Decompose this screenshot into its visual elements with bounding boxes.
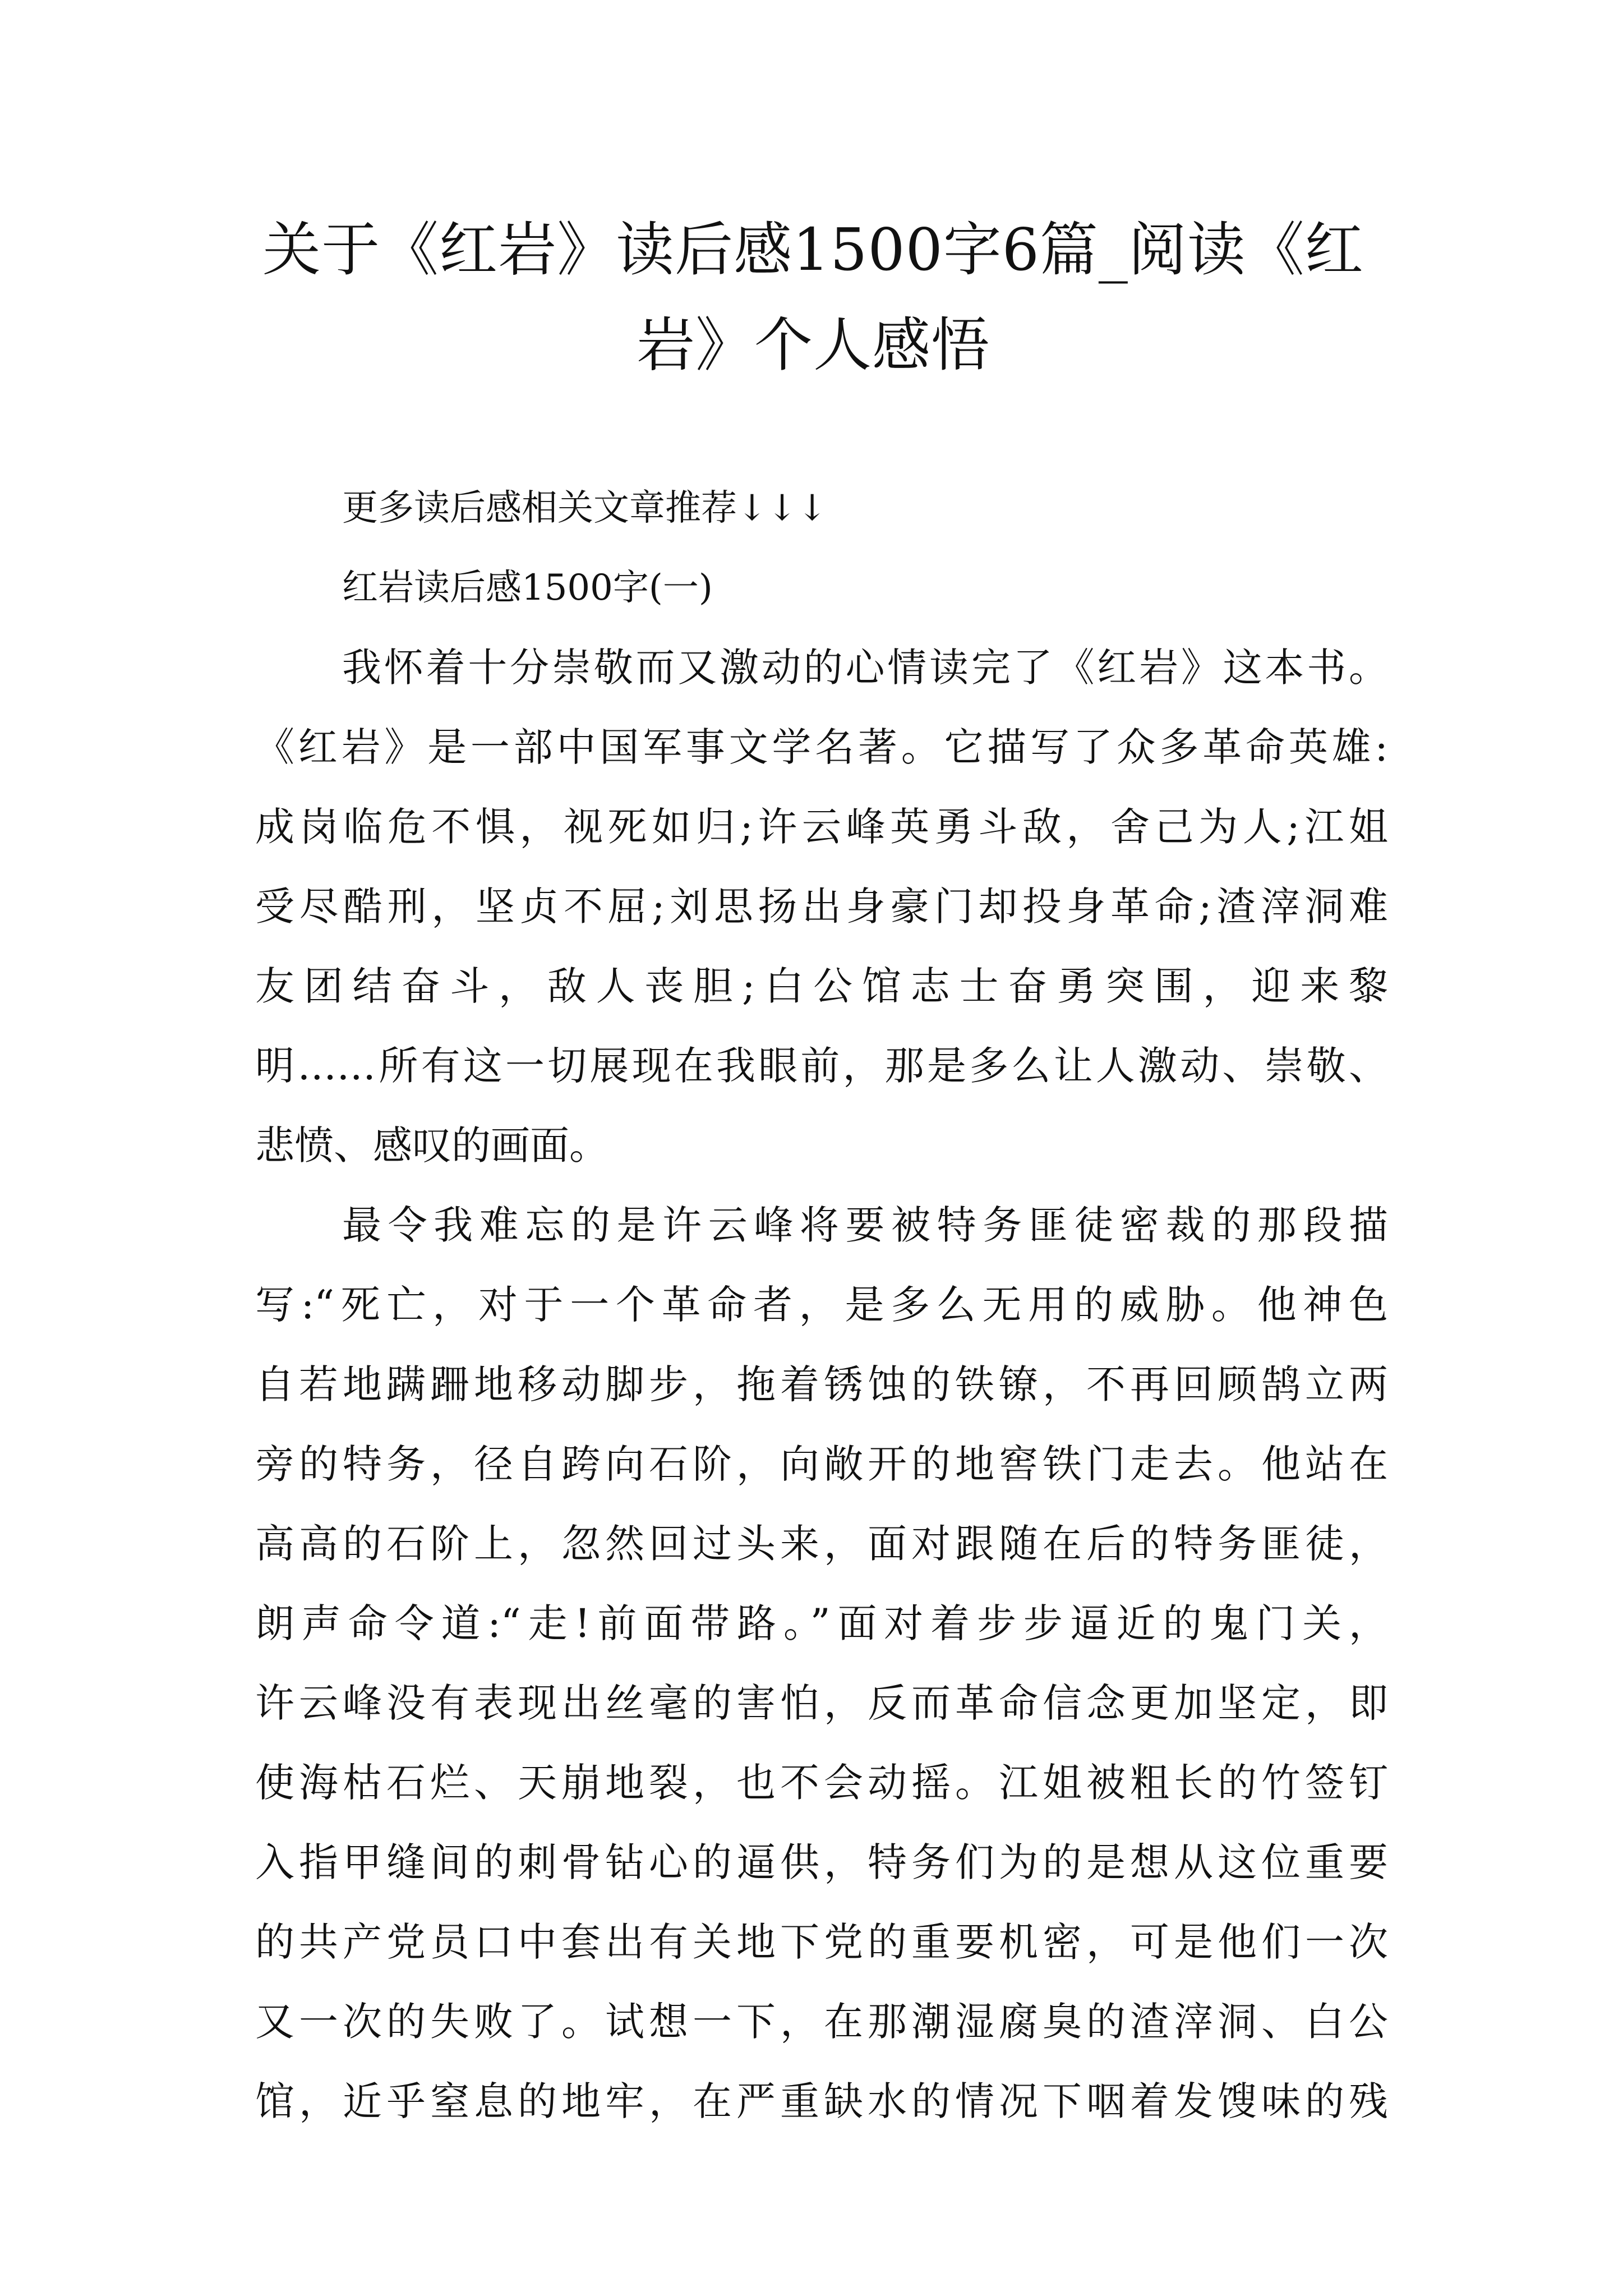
paragraph-line: 明……所有这一切展现在我眼前，那是多么让人激动、崇敬、 <box>255 1043 1388 1089</box>
recommendation-line: 更多读后感相关文章推荐↓↓↓ <box>342 487 827 529</box>
paragraph-line: 悲愤、感叹的画面。 <box>255 1122 608 1168</box>
paragraph-line: 朗声命令道:“走!前面带路。”面对着步步逼近的鬼门关， <box>255 1600 1388 1646</box>
paragraph-line: 写:“死亡，对于一个革命者，是多么无用的威胁。他神色 <box>255 1282 1388 1328</box>
paragraph-2 <box>255 1185 1388 2141</box>
paragraph-line: 我怀着十分崇敬而又激动的心情读完了《红岩》这本书。 <box>342 645 1388 691</box>
paragraph-line: 最令我难忘的是许云峰将要被特务匪徒密裁的那段描 <box>342 1202 1388 1248</box>
title-line: 岩》个人感悟 <box>636 311 990 379</box>
document-title <box>241 202 1385 393</box>
paragraph-line: 《红岩》是一部中国军事文学名著。它描写了众多革命英雄: <box>255 724 1388 770</box>
paragraph-line: 成岗临危不惧，视死如归;许云峰英勇斗敌，舍己为人;江姐 <box>255 804 1388 850</box>
paragraph-line: 入指甲缝间的刺骨钻心的逼供，特务们为的是想从这位重要 <box>255 1839 1388 1885</box>
paragraph-line: 使海枯石烂、天崩地裂，也不会动摇。江姐被粗长的竹签钉 <box>255 1760 1388 1806</box>
paragraph-line: 高高的石阶上，忽然回过头来，面对跟随在后的特务匪徒， <box>255 1521 1388 1567</box>
title-line: 关于《红岩》读后感1500字6篇_阅读《红 <box>262 215 1364 284</box>
paragraph-line: 旁的特务，径自跨向石阶，向敞开的地窖铁门走去。他站在 <box>255 1441 1388 1487</box>
paragraph-line: 又一次的失败了。试想一下，在那潮湿腐臭的渣滓洞、白公 <box>255 1999 1388 2045</box>
paragraph-line: 受尽酷刑，坚贞不屈;刘思扬出身豪门却投身革命;渣滓洞难 <box>255 884 1388 930</box>
paragraph-line: 许云峰没有表现出丝毫的害怕，反而革命信念更加坚定，即 <box>255 1680 1388 1726</box>
section-heading: 红岩读后感1500字(一) <box>342 567 713 609</box>
paragraph-1 <box>255 628 1388 1185</box>
paragraph-line: 自若地蹒跚地移动脚步，拖着锈蚀的铁镣，不再回顾鹄立两 <box>255 1361 1388 1407</box>
paragraph-line: 的共产党员口中套出有关地下党的重要机密，可是他们一次 <box>255 1919 1388 1965</box>
document-body <box>255 468 1388 2141</box>
paragraph-line: 馆，近乎窒息的地牢，在严重缺水的情况下咽着发馊味的残 <box>255 2078 1388 2124</box>
paragraph-line: 友团结奋斗，敌人丧胆;白公馆志士奋勇突围，迎来黎 <box>255 963 1388 1009</box>
